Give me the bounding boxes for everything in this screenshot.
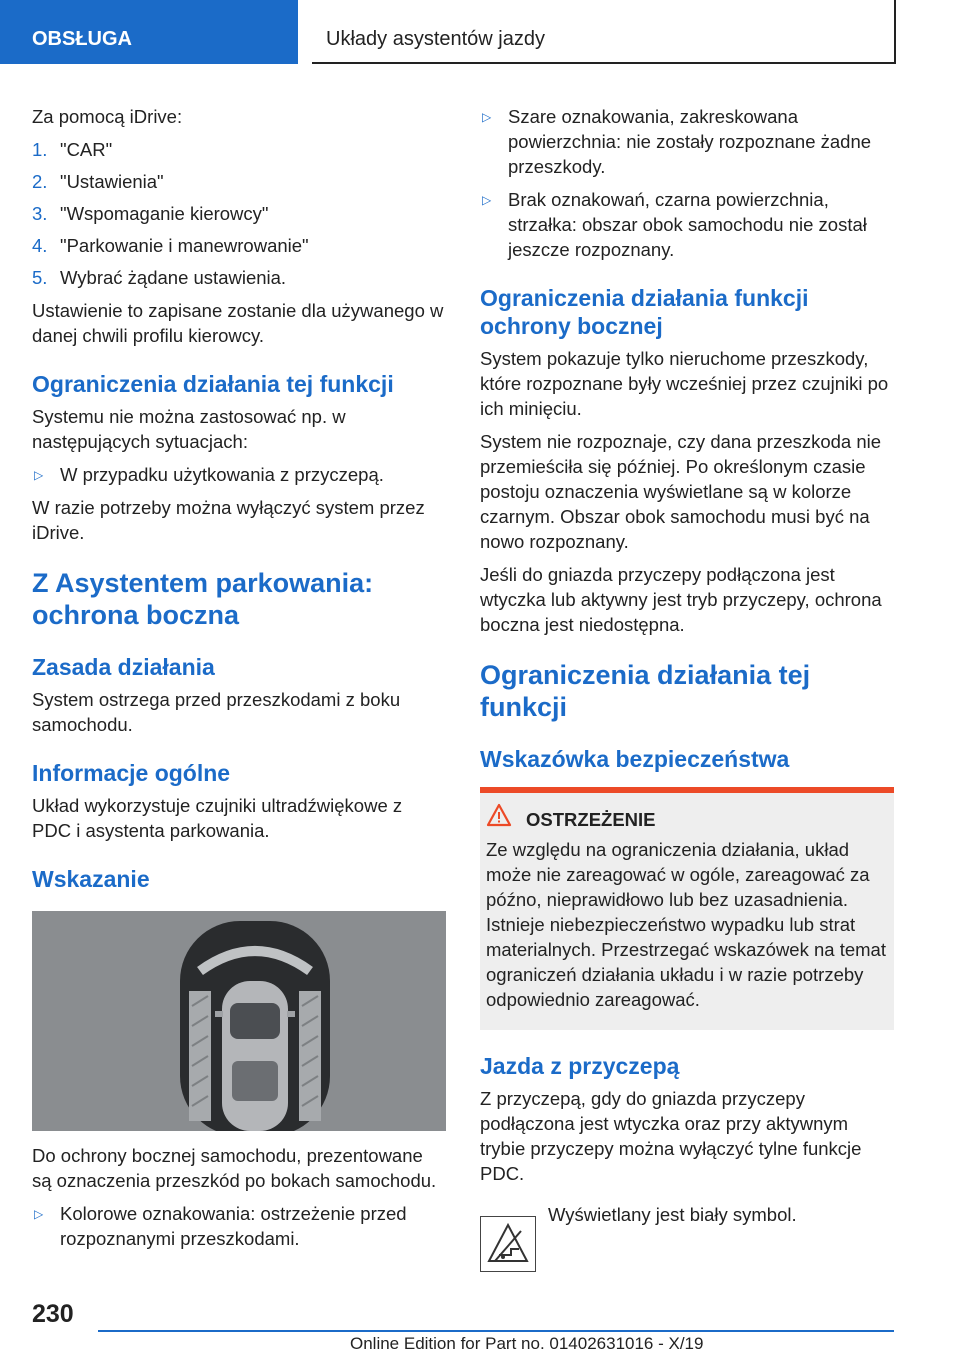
side-limits-heading: Ograniczenia działania funkcji ochrony bocznej xyxy=(480,285,809,339)
list-item xyxy=(32,169,446,194)
warning-box xyxy=(480,787,894,1030)
bullet-text: W przypadku użytkowania z przyczepą. xyxy=(60,464,384,485)
limits-off-text: W razie potrzeby można wyłączyć system przez iDrive. xyxy=(32,497,425,543)
section-tab xyxy=(0,0,298,64)
markings-list xyxy=(480,104,894,262)
warning-title-row xyxy=(526,809,886,831)
side-limits-text-3: Jeśli do gniazda przyczepy podłączona jest wtyczka lub aktywny jest tryb przyczepy, ochrona boczna jest niedostępna. xyxy=(480,564,882,635)
step-number: 2. xyxy=(32,171,48,192)
side-limits-text-1: System pokazuje tylko nieruchome przeszkody, które rozpoznane były wcześniej przez czujniki po ich minięciu. xyxy=(480,348,889,419)
warning-title: OSTRZEŻENIE xyxy=(526,809,656,830)
triangle-bullet-icon: ▷ xyxy=(482,193,492,207)
list-item xyxy=(32,1201,446,1251)
step-text: "CAR" xyxy=(60,139,113,160)
principle-heading: Zasada działania xyxy=(32,654,215,680)
page-number: 230 xyxy=(32,1300,74,1328)
side-protection-illustration xyxy=(32,911,446,1131)
limits-list xyxy=(32,462,446,487)
display-text: Do ochrony bocznej samochodu, prezentowane są oznaczenia przeszkód po bokach samochodu. xyxy=(32,1145,437,1191)
general-text: Układ wykorzystuje czujniki ultradźwiękowe z PDC i asystenta parkowania. xyxy=(32,795,403,841)
trailer-text: Z przyczepą, gdy do gniazda przyczepy podłączona jest wtyczka oraz przy aktywnym trybie przyczepy można wyłączyć tylne funkcje PDC. xyxy=(480,1088,862,1184)
bullet-text: Kolorowe oznakowania: ostrzeżenie przed rozpoznanymi przeszkodami. xyxy=(60,1203,407,1249)
trailer-heading: Jazda z przyczepą xyxy=(480,1053,680,1079)
footer-divider xyxy=(98,1330,894,1332)
section-title: OBSŁUGA xyxy=(32,28,132,50)
step-text: "Parkowanie i manewrowanie" xyxy=(60,235,309,256)
list-item xyxy=(480,187,894,262)
side-limits-text-2: System nie rozpoznaje, czy dana przeszkoda nie przemieściła się później. Po określonym czasie postoju oznaczenia wyświetlane są w kolorze czarnym. Obszar obok samochodu musi być na nowo rozpoznany. xyxy=(480,431,882,552)
step-number: 3. xyxy=(32,203,48,224)
footer-edition: Online Edition for Part no. 01402631016 - X/19 xyxy=(350,1334,704,1353)
left-column xyxy=(32,104,446,1259)
limits-heading: Ograniczenia działania tej funkcji xyxy=(32,371,394,397)
main-heading: Z Asystentem parkowania: ochrona boczna xyxy=(32,568,374,630)
limits-heading-2: Ograniczenia działania tej funkcji xyxy=(480,660,811,722)
pdc-off-symbol-icon xyxy=(480,1216,536,1272)
list-item xyxy=(32,233,446,258)
step-text: "Ustawienia" xyxy=(60,171,164,192)
right-column xyxy=(480,104,894,1262)
warning-triangle-icon xyxy=(486,803,512,832)
display-list xyxy=(32,1201,446,1251)
intro-text: Za pomocą iDrive: xyxy=(32,106,183,127)
list-item xyxy=(32,462,446,487)
chapter-title: Układy asystentów jazdy xyxy=(326,28,545,50)
steps-list xyxy=(32,137,446,290)
step-text: Wybrać żądane ustawienia. xyxy=(60,267,287,288)
bullet-text: Szare oznakowania, zakreskowana powierzchnia: nie zostały rozpoznane żadne przeszkody. xyxy=(508,106,872,177)
list-item xyxy=(32,137,446,162)
triangle-bullet-icon: ▷ xyxy=(34,468,44,482)
triangle-bullet-icon: ▷ xyxy=(34,1207,44,1221)
general-heading: Informacje ogólne xyxy=(32,760,231,786)
bullet-text: Brak oznakowań, czarna powierzchnia, strzałka: obszar obok samochodu nie został jeszcze rozpoznany. xyxy=(508,189,867,260)
car-top-view-icon xyxy=(32,911,446,1131)
saved-note: Ustawienie to zapisane zostanie dla używanego w danej chwili profilu kierowcy. xyxy=(32,300,444,346)
step-number: 4. xyxy=(32,235,48,256)
principle-text: System ostrzega przed przeszkodami z boku samochodu. xyxy=(32,689,401,735)
step-text: "Wspomaganie kierowcy" xyxy=(60,203,269,224)
list-item xyxy=(32,201,446,226)
warning-text: Ze względu na ograniczenia działania, układ może nie zareagować w ogóle, zareagować za późno, nieprawidłowo lub bez uzasadnienia. Istnieje niebezpieczeństwo wypadku lub strat materialnych. Przestrzegać wskazówek na temat ograniczeń działania układu i w razie potrzeby odpowiednio zareagować. xyxy=(486,839,886,1010)
list-item xyxy=(32,265,446,290)
safety-heading: Wskazówka bezpieczeństwa xyxy=(480,746,790,772)
symbol-text: Wyświetlany jest biały symbol. xyxy=(548,1204,797,1225)
list-item xyxy=(480,104,894,179)
triangle-bullet-icon: ▷ xyxy=(482,110,492,124)
limits-text: Systemu nie można zastosować np. w następujących sytuacjach: xyxy=(32,406,346,452)
step-number: 5. xyxy=(32,267,48,288)
step-number: 1. xyxy=(32,139,48,160)
chapter-header xyxy=(312,0,896,64)
display-heading: Wskazanie xyxy=(32,866,150,892)
symbol-row xyxy=(480,1202,894,1262)
